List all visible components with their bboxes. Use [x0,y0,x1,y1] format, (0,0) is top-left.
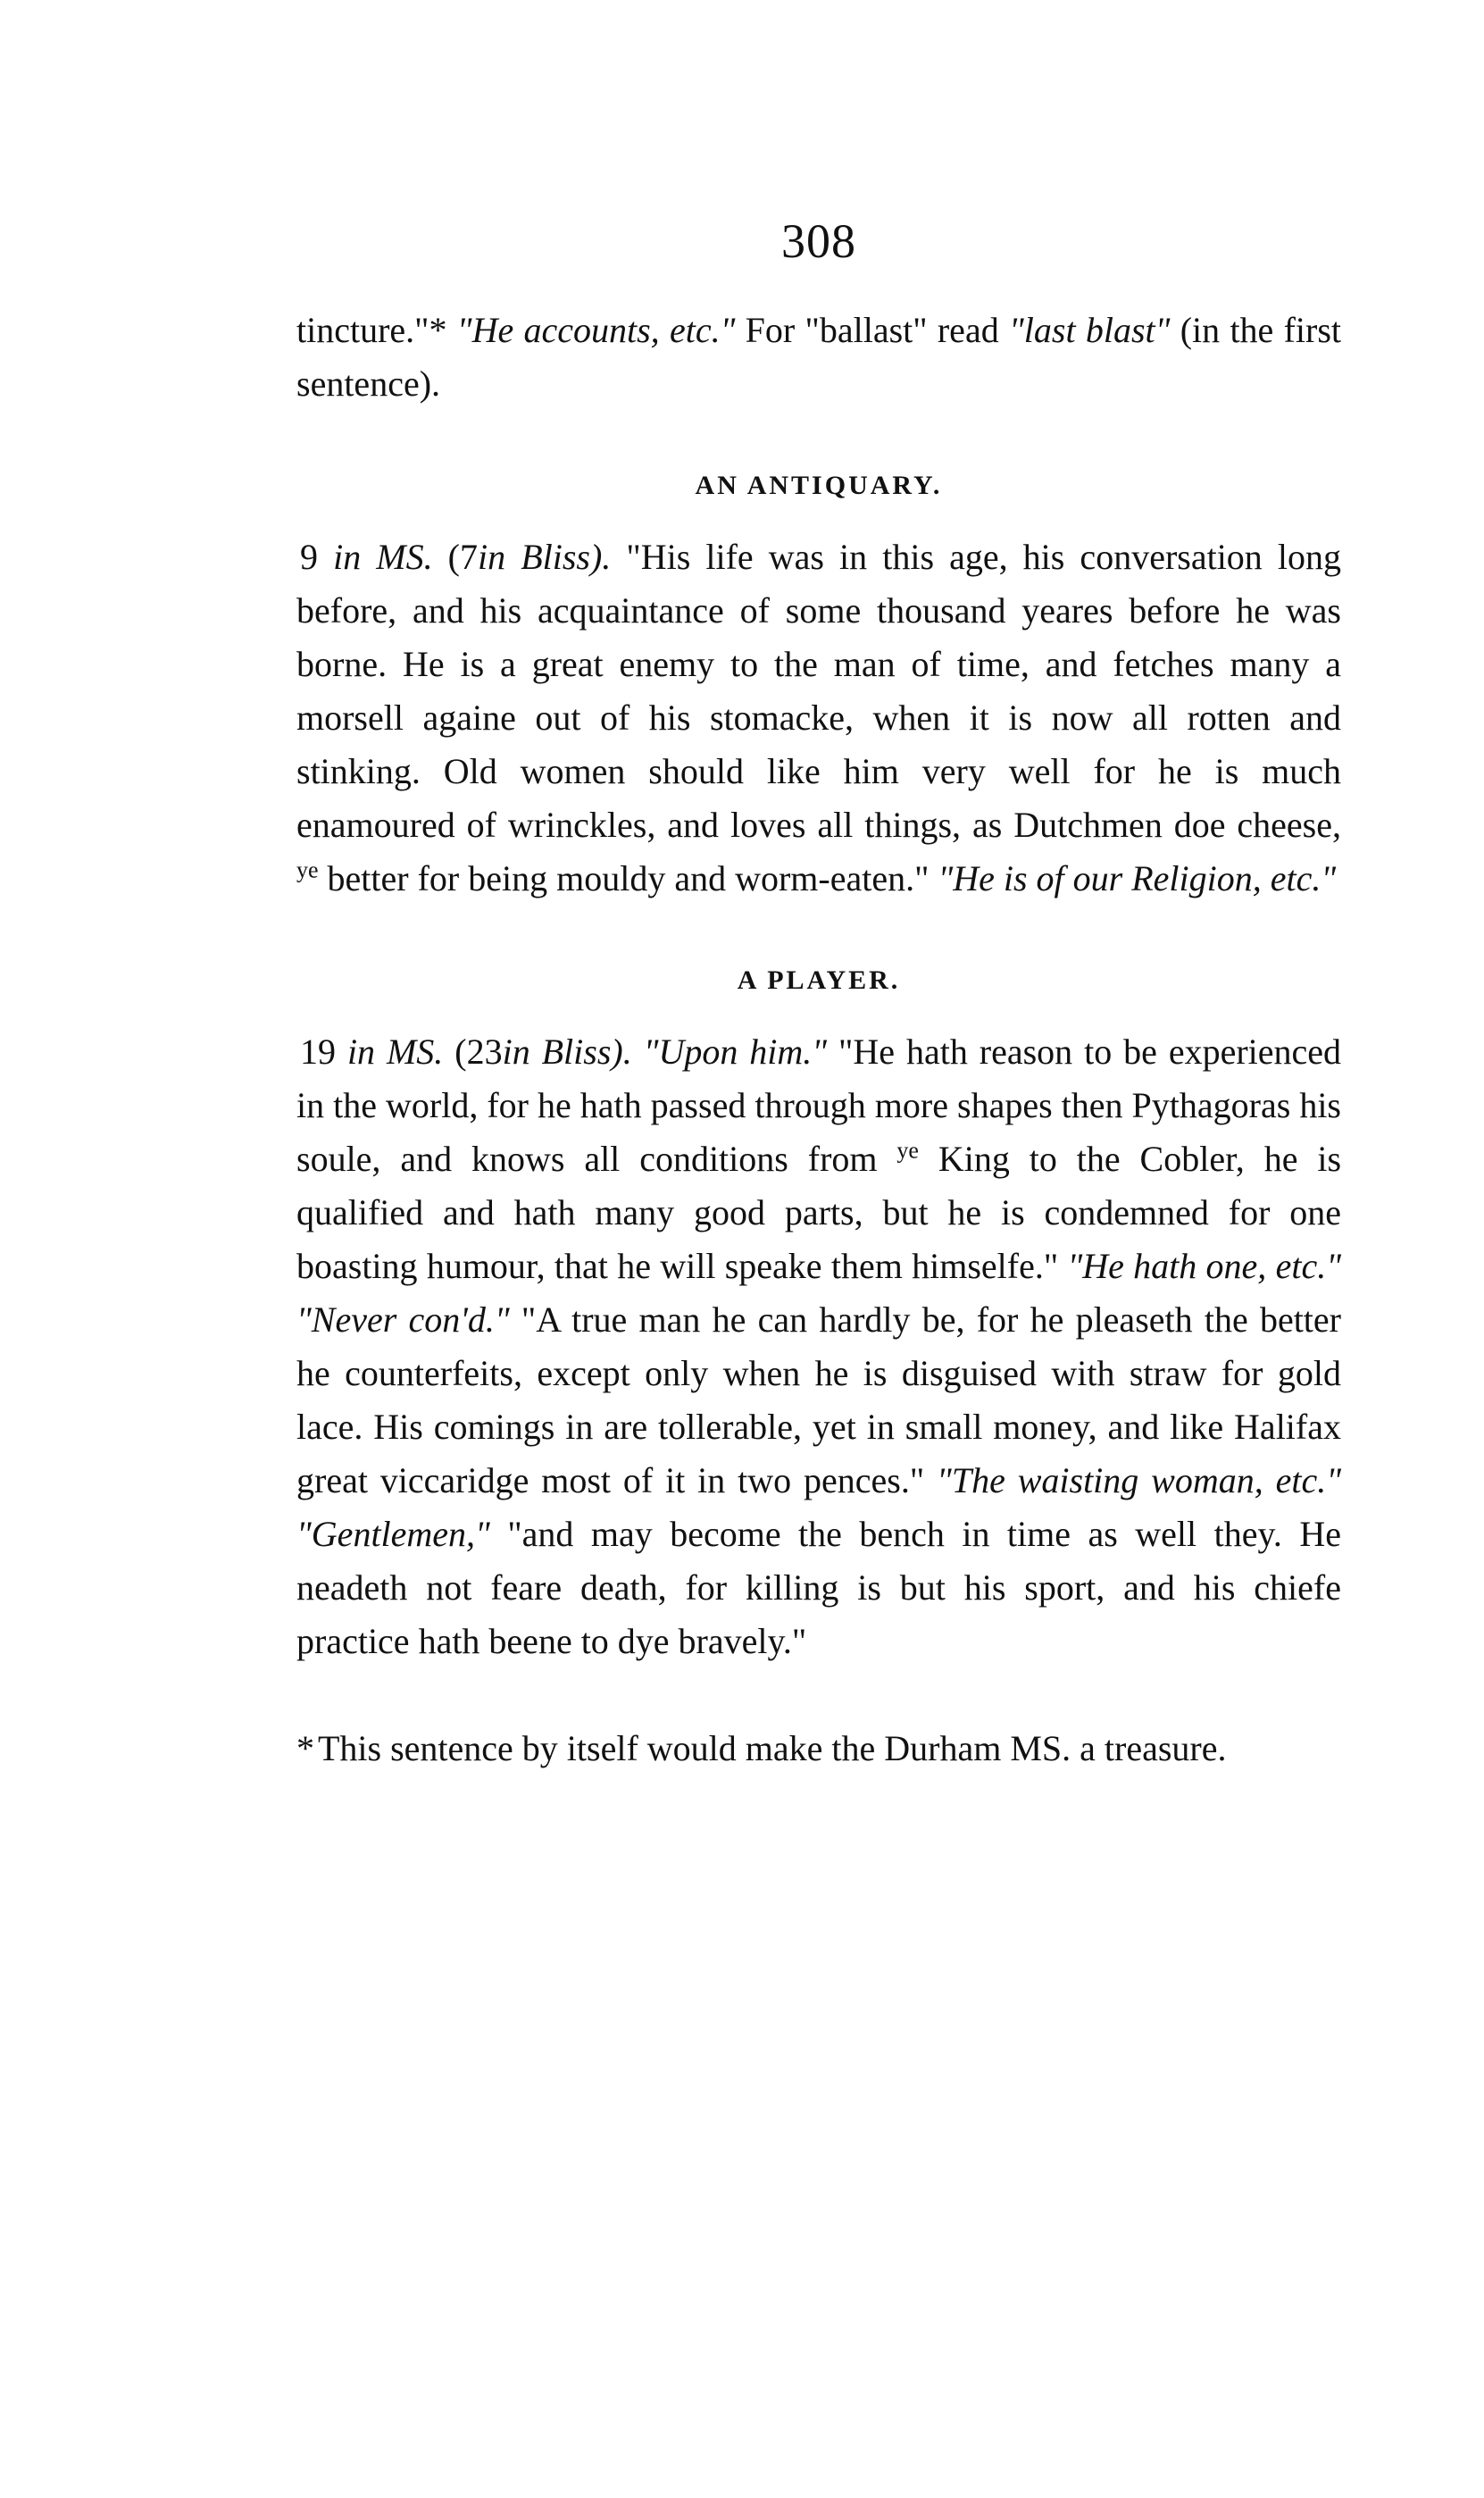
player-quote-c: "A true man he can hardly be, for he pleaseth the better he counterfeits, except only when he is disguised with straw for gold lace. His comings in are tollerable, yet in small money, and like Halifax great viccaridge most of it in two pences." [296,1299,1341,1500]
opening-text-2: "He accounts, etc." [456,310,736,350]
player-ref-bliss: in Bliss). [502,1032,632,1072]
antiquary-ye: ye [296,856,319,883]
antiquary-quote-b: better for being mouldy and worm-eaten." [327,858,930,898]
player-waisting: "The waisting woman, etc." [937,1460,1342,1500]
footnote-mark: * [296,1728,314,1768]
section-heading-antiquary: AN ANTIQUARY. [695,471,943,500]
antiquary-tail: "He is of our Religion, etc." [938,858,1337,898]
opening-text-3: For "ballast" read [745,310,999,350]
opening-text-1: tincture."* [296,310,447,350]
footnote-text: This sentence by itself would make the Durham MS. a treasure. [318,1728,1227,1768]
player-gentlemen: "Gentlemen," [296,1514,490,1554]
player-ref-bliss-number: (23 [454,1032,503,1072]
antiquary-ref-bliss-number: (7 [447,537,478,577]
antiquary-ref-number: 9 [300,537,318,577]
player-never: "Never con'd." [296,1299,510,1340]
player-paragraph [296,1025,1341,1668]
player-ref-number: 19 [300,1032,336,1072]
footnote [296,1727,1341,1770]
book-page [296,214,1341,1770]
antiquary-quote-a: "His life was in this age, his conversation long before, and his acquaintance of some thousand yeares before he was borne. He is a great enemy to the man of time, and fetches many a morsell againe out of his stomacke, when it is now all rotten and stinking. Old women should like him very well for he is much enamoured of wrinckles, and loves all things, as Dutchmen doe cheese, [296,537,1341,845]
player-upon: "Upon him." [643,1032,828,1072]
player-quote-d: "and may become the bench in time as well they. He neadeth not feare death, for killing is but his sport, and his chiefe practice hath beene to dye bravely." [296,1514,1341,1661]
section-heading-player: A PLAYER. [737,965,901,995]
player-ref-ms: in MS. [346,1032,444,1072]
page-number: 308 [781,214,856,268]
antiquary-paragraph [296,531,1341,906]
antiquary-ref-ms: in MS. [333,537,433,577]
opening-text-5: (in the first sentence). [296,310,1342,404]
player-ye: ye [896,1137,919,1164]
player-hath-one: "He hath one, etc." [1067,1246,1341,1286]
antiquary-ref-bliss: in Bliss). [478,537,612,577]
player-quote-a: "He hath reason to be experienced in the world, for he hath passed through more shapes then Pythagoras his soule, and knows all conditions from [296,1032,1342,1179]
opening-text-4: "last blast" [1008,310,1171,350]
player-quote-b: King to the Cobler, he is qualified and hath many good parts, but he is condemned for one boasting humour, that he will speake them himselfe." [296,1139,1342,1286]
opening-paragraph [296,304,1341,411]
